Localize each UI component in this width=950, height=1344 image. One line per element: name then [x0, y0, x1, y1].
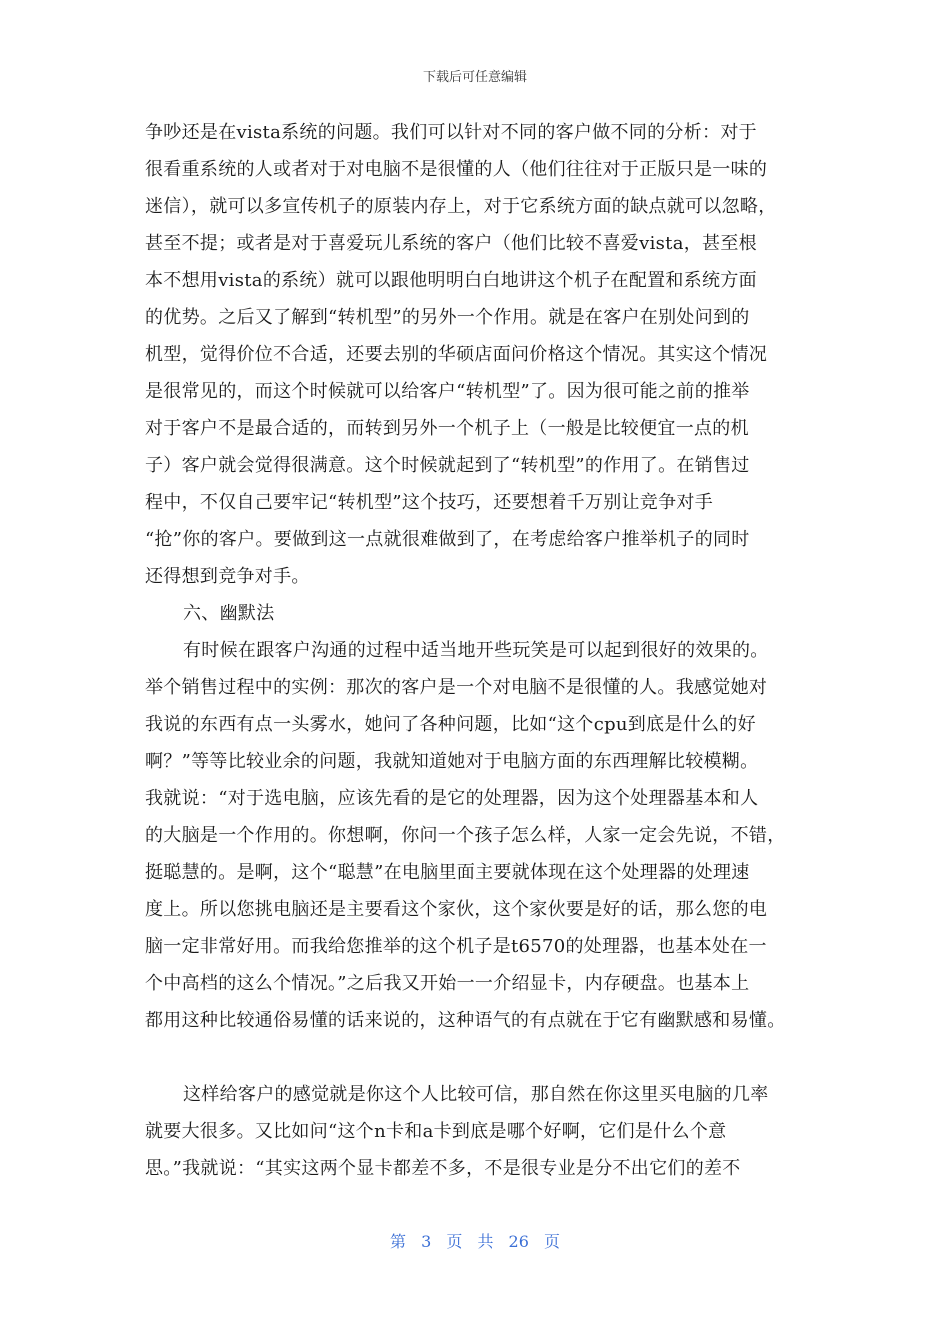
text-line: 对于客户不是最合适的，而转到另外一个机子上（一般是比较便宜一点的机: [145, 418, 749, 439]
text-line: 本不想用vista的系统）就可以跟他明明白白地讲这个机子在配置和系统方面: [145, 270, 757, 291]
text-line: 很看重系统的人或者对于对电脑不是很懂的人（他们往往对于正版只是一味的: [145, 159, 768, 180]
page-footer: 第 3 页 共 26 页: [390, 1232, 560, 1251]
text-line: 个中高档的这么个情况。”之后我又开始一一介绍显卡，内存硬盘。也基本上: [145, 973, 750, 994]
paragraph-gap: [145, 1039, 805, 1076]
document-body: [145, 114, 805, 1187]
text-line: 迷信），就可以多宣传机子的原装内存上，对于它系统方面的缺点就可以忽略，: [145, 196, 777, 217]
text-line: 思。”我就说：“其实这两个显卡都差不多，不是很专业是分不出它们的差不: [145, 1158, 741, 1179]
text-line: 啊？”等等比较业余的问题，我就知道她对于电脑方面的东西理解比较模糊。: [145, 751, 759, 772]
text-line: 我就说：“对于选电脑，应该先看的是它的处理器，因为这个处理器基本和人: [145, 788, 759, 809]
text-line: 就要大很多。又比如问“这个n卡和a卡到底是哪个好啊，它们是什么个意: [145, 1121, 727, 1142]
text-line: 都用这种比较通俗易懂的话来说的，这种语气的有点就在于它有幽默感和易懂。: [145, 1010, 786, 1031]
text-line: 这样给客户的感觉就是你这个人比较可信，那自然在你这里买电脑的几率: [183, 1084, 769, 1105]
text-line: 还得想到竞争对手。: [145, 566, 310, 587]
text-line: 度上。所以您挑电脑还是主要看这个家伙，这个家伙要是好的话，那么您的电: [145, 899, 768, 920]
text-line: 举个销售过程中的实例：那次的客户是一个对电脑不是很懂的人。我感觉她对: [145, 677, 768, 698]
text-line: 子）客户就会觉得很满意。这个时候就起到了“转机型”的作用了。在销售过: [145, 455, 750, 476]
text-line: 是很常见的，而这个时候就可以给客户“转机型”了。因为很可能之前的推举: [145, 381, 750, 402]
text-line: 程中，不仅自己要牢记“转机型”这个技巧，还要想着千万别让竞争对手: [145, 492, 714, 513]
text-line: 我说的东西有点一头雾水，她问了各种问题，比如“这个cpu到底是什么的好: [145, 714, 756, 735]
text-line: 甚至不提；或者是对于喜爱玩儿系统的客户（他们比较不喜爱vista，甚至根: [145, 233, 757, 254]
text-line: 争吵还是在vista系统的问题。我们可以针对不同的客户做不同的分析：对于: [145, 122, 757, 143]
text-line: 的优势。之后又了解到“转机型”的另外一个作用。就是在客户在别处问到的: [145, 307, 750, 328]
text-line: 有时候在跟客户沟通的过程中适当地开些玩笑是可以起到很好的效果的。: [183, 640, 769, 661]
page-header: 下载后可任意编辑: [422, 70, 527, 85]
text-line: “抢”你的客户。要做到这一点就很难做到了，在考虑给客户推举机子的同时: [145, 529, 750, 550]
section-heading: 六、幽默法: [183, 603, 275, 624]
text-line: 脑一定非常好用。而我给您推举的这个机子是t6570的处理器，也基本处在一: [145, 936, 767, 957]
text-line: 挺聪慧的。是啊，这个“聪慧”在电脑里面主要就体现在这个处理器的处理速: [145, 862, 750, 883]
text-line: 机型，觉得价位不合适，还要去别的华硕店面问价格这个情况。其实这个情况: [145, 344, 768, 365]
text-line: 的大脑是一个作用的。你想啊，你问一个孩子怎么样，人家一定会先说，不错，: [145, 825, 786, 846]
